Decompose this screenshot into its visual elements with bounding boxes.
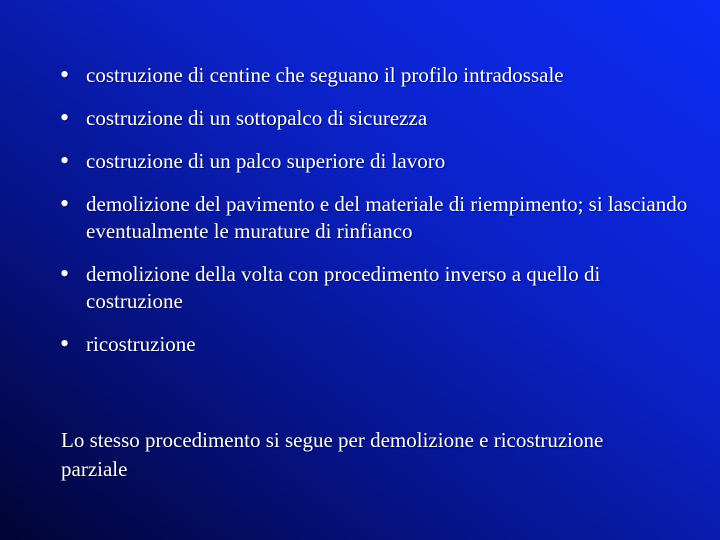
bullet-dot-icon: • — [60, 60, 70, 89]
bullet-item — [58, 261, 698, 315]
bullet-dot-icon: • — [60, 103, 70, 132]
bullet-text: demolizione della volta con procedimento inverso a quello di costruzione — [86, 262, 601, 313]
bullet-list — [58, 62, 698, 374]
bullet-dot-icon: • — [60, 329, 70, 358]
bullet-dot-icon: • — [60, 189, 70, 218]
bullet-item — [58, 331, 698, 358]
bullet-item — [58, 191, 698, 245]
bullet-text: costruzione di un palco superiore di lavoro — [86, 149, 446, 173]
bullet-dot-icon: • — [60, 259, 70, 288]
bullet-item — [58, 62, 698, 89]
bullet-dot-icon: • — [60, 146, 70, 175]
bullet-text: costruzione di un sottopalco di sicurezza — [86, 106, 428, 130]
bullet-text: costruzione di centine che seguano il profilo intradossale — [86, 63, 564, 87]
bullet-item — [58, 105, 698, 132]
bullet-item — [58, 148, 698, 175]
bullet-text: ricostruzione — [86, 332, 196, 356]
footer-note: Lo stesso procedimento si segue per demolizione e ricostruzione parziale — [61, 428, 604, 481]
bullet-text: demolizione del pavimento e del materiale di riempimento; si lasciando eventualmente le murature di rinfianco — [86, 192, 688, 243]
